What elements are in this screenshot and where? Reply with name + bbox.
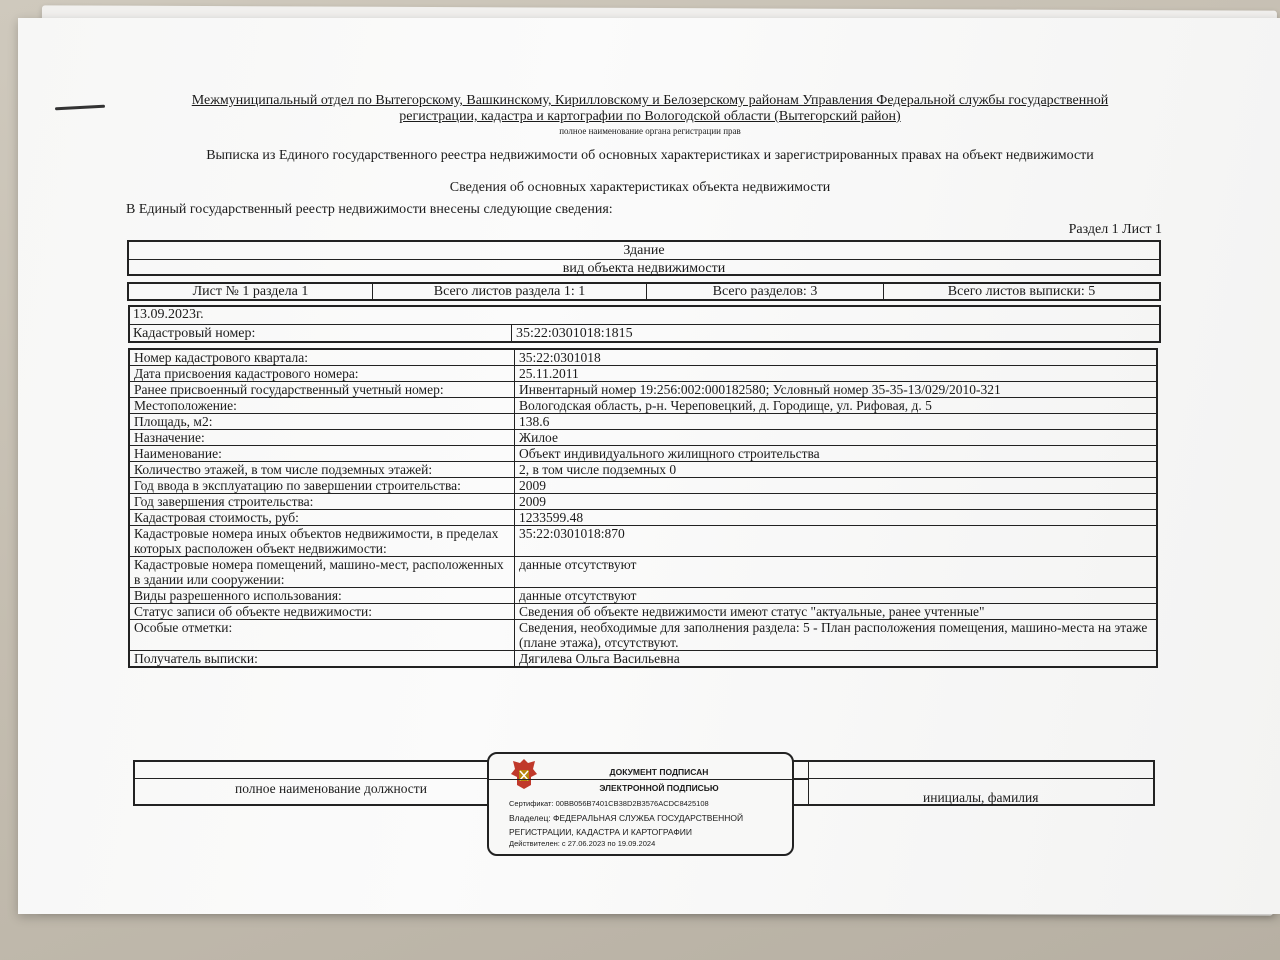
sheets-in-section: Всего листов раздела 1: 1 <box>373 284 647 299</box>
sheet-info-row <box>127 282 1161 301</box>
characteristic-label: Ранее присвоенный государственный учетный номер: <box>129 382 515 398</box>
coat-of-arms-icon <box>509 757 539 791</box>
characteristic-row <box>129 398 1157 414</box>
characteristic-value: 35:22:0301018 <box>515 349 1158 366</box>
characteristic-row <box>129 526 1157 557</box>
characteristic-value: Сведения об объекте недвижимости имеют статус "актуальные, ранее учтенные" <box>515 604 1158 620</box>
characteristics-table <box>128 348 1158 668</box>
stamp-validity: Действителен: с 27.06.2023 по 19.09.2024 <box>509 839 656 848</box>
stamp-line-2: ЭЛЕКТРОННОЙ ПОДПИСЬЮ <box>599 783 719 793</box>
intro-text: В Единый государственный реестр недвижимости внесены следующие сведения: <box>126 202 613 217</box>
sheet-number: Лист № 1 раздела 1 <box>129 284 373 299</box>
characteristic-row <box>129 478 1157 494</box>
document-subtitle: Сведения об основных характеристиках объекта недвижимости <box>449 180 831 195</box>
characteristic-row <box>129 366 1157 382</box>
characteristic-row <box>129 588 1157 604</box>
characteristic-label: Кадастровая стоимость, руб: <box>129 510 515 526</box>
characteristic-label: Кадастровые номера иных объектов недвижимости, в пределах которых расположен объект недвижимости: <box>129 526 515 557</box>
characteristic-row <box>129 462 1157 478</box>
characteristic-label: Номер кадастрового квартала: <box>129 349 515 366</box>
characteristic-value: Инвентарный номер 19:256:002:000182580; Условный номер 35-35-13/029/2010-321 <box>515 382 1158 398</box>
characteristics-body <box>129 349 1157 667</box>
cadastral-label: Кадастровый номер: <box>130 325 512 342</box>
characteristic-value: 2009 <box>515 478 1158 494</box>
sections-total: Всего разделов: 3 <box>647 284 884 299</box>
characteristic-value: 25.11.2011 <box>515 366 1158 382</box>
cadastral-row <box>130 325 1159 342</box>
characteristic-row <box>129 430 1157 446</box>
characteristic-value: данные отсутствуют <box>515 557 1158 588</box>
characteristic-label: Площадь, м2: <box>129 414 515 430</box>
characteristic-row <box>129 414 1157 430</box>
characteristic-label: Особые отметки: <box>129 620 515 651</box>
characteristic-value: данные отсутствуют <box>515 588 1158 604</box>
characteristic-value: Объект индивидуального жилищного строительства <box>515 446 1158 462</box>
characteristic-value: Сведения, необходимые для заполнения раздела: 5 - План расположения помещения, машино-места на этаже (плане этажа), отсутствуют. <box>515 620 1158 651</box>
stamp-line-1: ДОКУМЕНТ ПОДПИСАН <box>609 767 709 777</box>
stamp-certificate: Сертификат: 00BB056B7401CB38D2B3576ACDC8425108 <box>509 799 709 808</box>
name-caption: инициалы, фамилия <box>923 790 1039 805</box>
characteristic-row <box>129 604 1157 620</box>
characteristic-value: Дягилева Ольга Васильевна <box>515 651 1158 668</box>
stamp-owner-1: Владелец: ФЕДЕРАЛЬНАЯ СЛУЖБА ГОСУДАРСТВЕННОЙ <box>509 813 744 823</box>
extract-date: 13.09.2023г. <box>130 307 1159 325</box>
sheets-total: Всего листов выписки: 5 <box>947 284 1096 299</box>
characteristic-row <box>129 494 1157 510</box>
characteristic-row <box>129 349 1157 366</box>
characteristic-value: 35:22:0301018:870 <box>515 526 1158 557</box>
characteristic-label: Местоположение: <box>129 398 515 414</box>
characteristic-row <box>129 382 1157 398</box>
characteristic-label: Получатель выписки: <box>129 651 515 668</box>
characteristic-row <box>129 651 1157 668</box>
characteristic-value: Вологодская область, р-н. Череповецкий, д. Городище, ул. Рифовая, д. 5 <box>515 398 1158 414</box>
section-label: Раздел 1 Лист 1 <box>1068 222 1162 237</box>
characteristic-label: Назначение: <box>129 430 515 446</box>
characteristic-label: Год ввода в эксплуатацию по завершении строительства: <box>129 478 515 494</box>
characteristic-value: 2, в том числе подземных 0 <box>515 462 1158 478</box>
org-caption: полное наименование органа регистрации прав <box>559 126 741 136</box>
characteristic-row <box>129 510 1157 526</box>
characteristic-label: Дата присвоения кадастрового номера: <box>129 366 515 382</box>
characteristic-value: Жилое <box>515 430 1158 446</box>
characteristic-label: Год завершения строительства: <box>129 494 515 510</box>
object-type: Здание <box>129 242 1159 260</box>
characteristic-label: Наименование: <box>129 446 515 462</box>
characteristic-label: Кадастровые номера помещений, машино-мест, расположенных в здании или сооружении: <box>129 557 515 588</box>
e-signature-stamp <box>487 752 794 856</box>
cadastral-number: 35:22:0301018:1815 <box>516 326 633 341</box>
position-caption: полное наименование должности <box>235 781 427 796</box>
date-cadastral-box <box>128 305 1161 343</box>
characteristic-row <box>129 620 1157 651</box>
characteristic-value: 2009 <box>515 494 1158 510</box>
characteristic-label: Виды разрешенного использования: <box>129 588 515 604</box>
stamp-owner-2: РЕГИСТРАЦИИ, КАДАСТРА И КАРТОГРАФИИ <box>509 827 692 837</box>
document-title: Выписка из Единого государственного реестра недвижимости об основных характеристиках и зарегистрированных правах на объект недвижимости <box>206 148 1094 163</box>
characteristic-label: Количество этажей, в том числе подземных этажей: <box>129 462 515 478</box>
object-type-caption: вид объекта недвижимости <box>562 261 726 276</box>
object-type-box <box>127 240 1161 276</box>
characteristic-row <box>129 557 1157 588</box>
org-line-2: регистрации, кадастра и картографии по Вологодской области (Вытегорский район) <box>399 109 901 124</box>
characteristic-row <box>129 446 1157 462</box>
org-line-1: Межмуниципальный отдел по Вытегорскому, Вашкинскому, Кирилловскому и Белозерскому районам Управления Федеральной службы государственной <box>191 93 1109 108</box>
registry-organization <box>130 93 1170 125</box>
characteristic-label: Статус записи об объекте недвижимости: <box>129 604 515 620</box>
characteristic-value: 1233599.48 <box>515 510 1158 526</box>
characteristic-value: 138.6 <box>515 414 1158 430</box>
